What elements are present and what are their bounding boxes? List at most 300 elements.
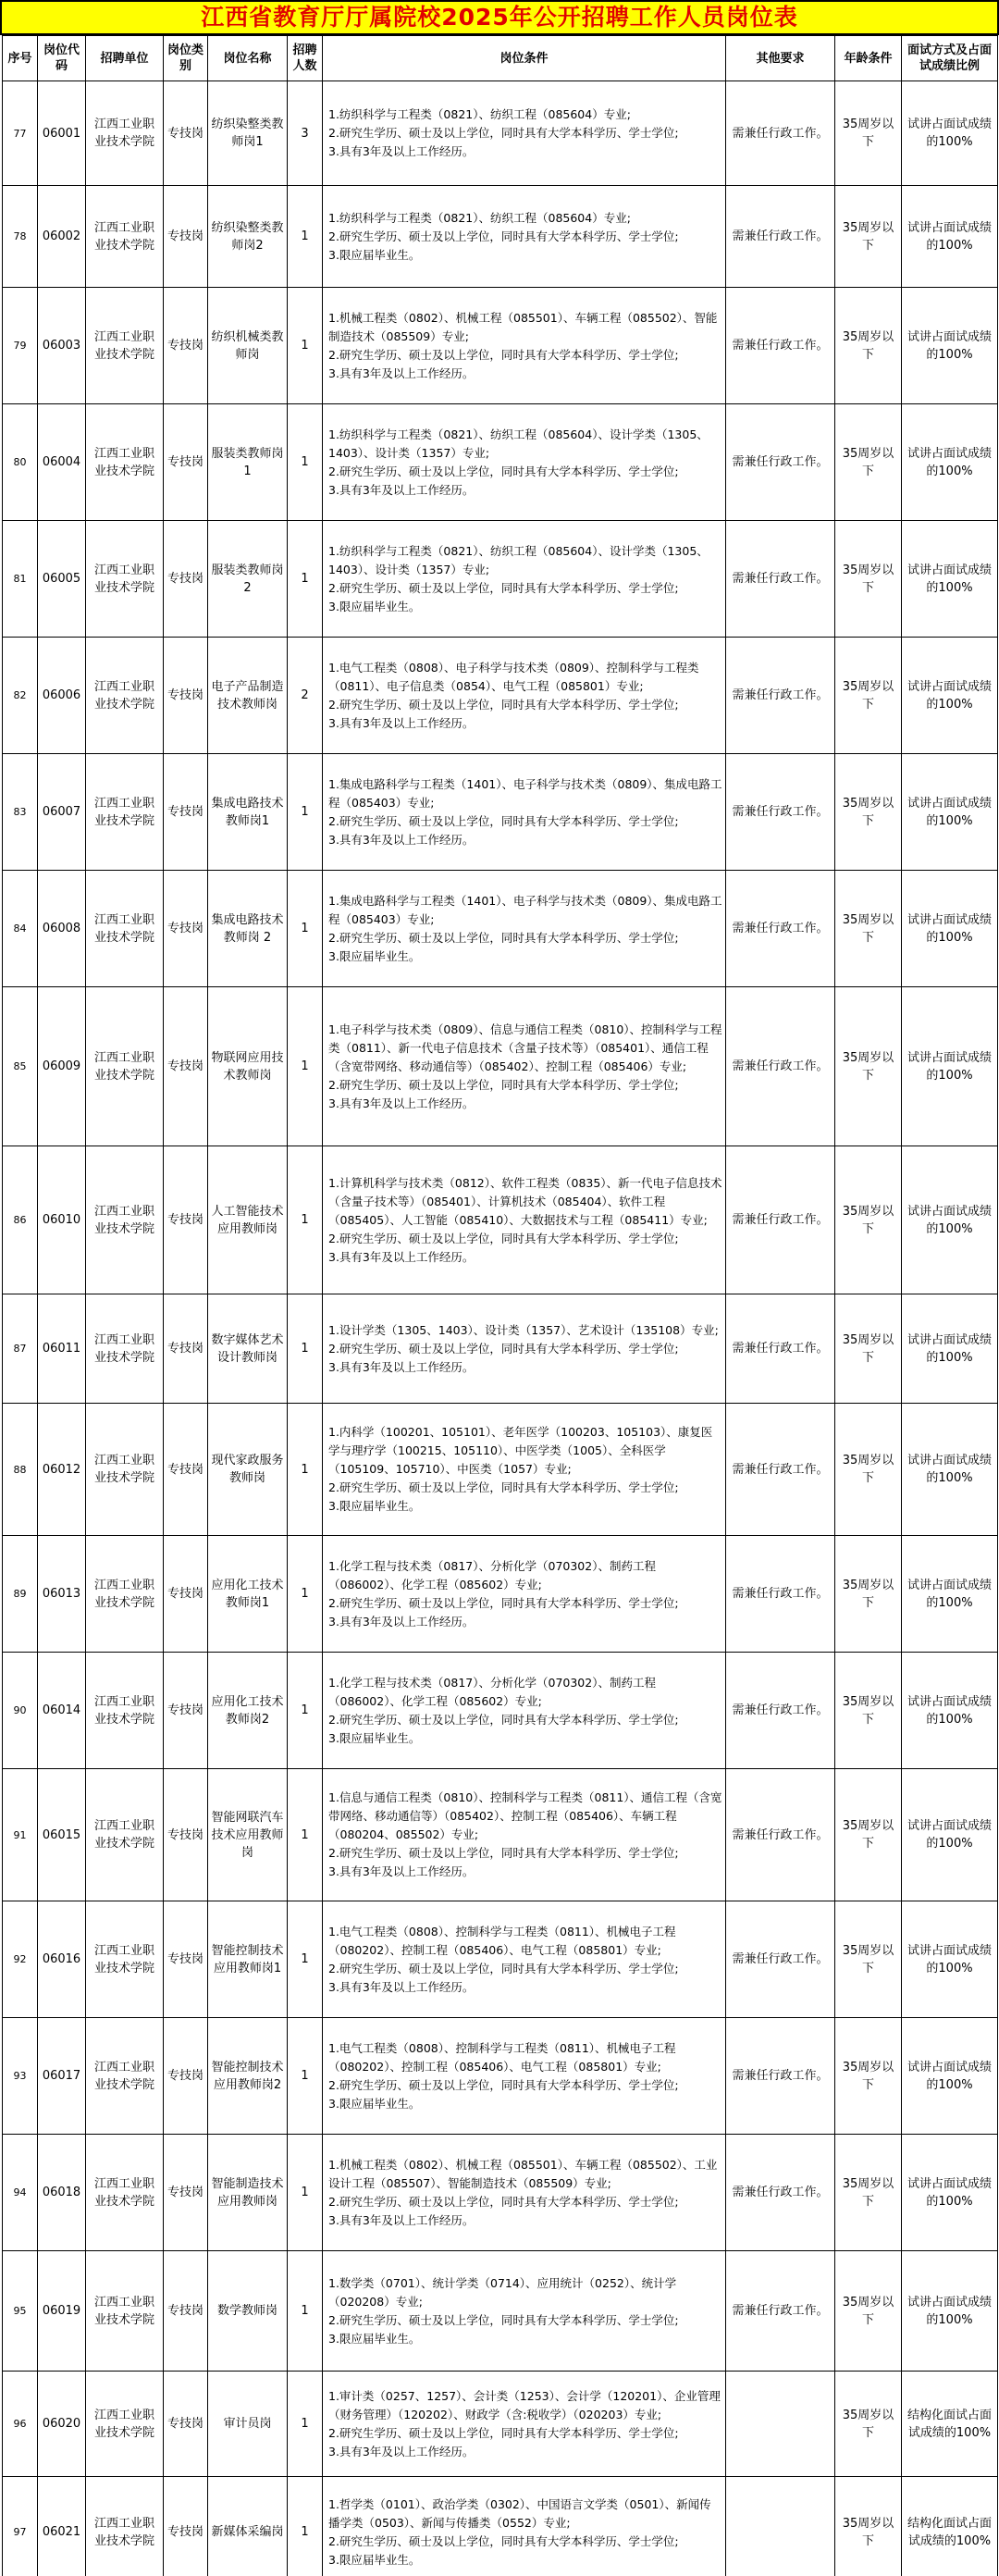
category-cell: 专技岗 [164,2018,208,2135]
interview-ratio-cell: 试讲占面试成绩的100% [902,987,998,1146]
category-cell: 专技岗 [164,1404,208,1536]
table-row [3,754,998,871]
requirement-line: 2.研究生学历、硕士及以上学位，同时具有大学本科学历、学士学位; [328,1480,679,1494]
code-cell: 06002 [38,186,86,288]
table-row [3,521,998,638]
table-row [3,404,998,521]
requirements-cell [323,288,726,404]
code-cell: 06008 [38,871,86,987]
seq-cell: 93 [3,2018,38,2135]
position-name-cell: 服装类教师岗2 [208,521,288,638]
code-cell: 06020 [38,2372,86,2477]
age-cell: 35周岁以下 [835,871,902,987]
requirement-line: 1.信息与通信工程类（0810）、控制科学与工程类（0811）、通信工程（含宽带网络、移动通信等）（085402）、控制工程（085406）、车辆工程（080204、085502）专业; [328,1790,722,1841]
unit-cell: 江西工业职业技术学院 [86,2018,164,2135]
table-row [3,2135,998,2251]
position-name-cell: 数学教师岗 [208,2251,288,2372]
position-name-cell: 物联网应用技术教师岗 [208,987,288,1146]
unit-cell: 江西工业职业技术学院 [86,2135,164,2251]
category-cell: 专技岗 [164,1536,208,1653]
header-requirements: 岗位条件 [323,36,726,81]
requirement-line: 2.研究生学历、硕士及以上学位，同时具有大学本科学历、学士学位; [328,2312,679,2327]
header-count: 招聘人数 [288,36,323,81]
header-unit: 招聘单位 [86,36,164,81]
code-cell: 06003 [38,288,86,404]
unit-cell: 江西工业职业技术学院 [86,186,164,288]
age-cell: 35周岁以下 [835,2135,902,2251]
age-cell: 35周岁以下 [835,1146,902,1294]
requirement-line: 2.研究生学历、硕士及以上学位，同时具有大学本科学历、学士学位; [328,1595,679,1610]
category-cell: 专技岗 [164,81,208,186]
requirement-line: 2.研究生学历、硕士及以上学位，同时具有大学本科学历、学士学位; [328,1077,679,1092]
code-cell: 06017 [38,2018,86,2135]
table-row [3,1404,998,1536]
requirement-line: 3.限应届毕业生。 [328,2331,421,2346]
category-cell: 专技岗 [164,2135,208,2251]
age-cell: 35周岁以下 [835,1653,902,1769]
requirement-line: 1.电子科学与技术类（0809）、信息与通信工程类（0810）、控制科学与工程类（0811）、新一代电子信息技术（含量子技术等）（085401）、通信工程（含宽带网络、移动通信等）（085402）、控制工程（085406）专业; [328,1022,722,1073]
interview-ratio-cell: 试讲占面试成绩的100% [902,1769,998,1901]
count-cell: 1 [288,2135,323,2251]
requirements-cell [323,186,726,288]
count-cell: 1 [288,1769,323,1901]
requirement-line: 1.计算机科学与技术类（0812）、软件工程类（0835）、新一代电子信息技术（含量子技术等）（085401）、计算机技术（085404）、软件工程（085405）、人工智能（085410）、大数据技术与工程（085411）专业; [328,1175,722,1227]
position-name-cell: 纺织机械类教师岗 [208,288,288,404]
code-cell: 06012 [38,1404,86,1536]
age-cell: 35周岁以下 [835,2251,902,2372]
requirement-line: 3.具有3年及以上工作经历。 [328,832,475,847]
other-requirements-cell: 需兼任行政工作。 [726,288,835,404]
table-row [3,2477,998,2576]
requirement-line: 2.研究生学历、硕士及以上学位，同时具有大学本科学历、学士学位; [328,464,679,478]
count-cell: 1 [288,186,323,288]
code-cell: 06018 [38,2135,86,2251]
interview-ratio-cell: 试讲占面试成绩的100% [902,2018,998,2135]
other-requirements-cell: 需兼任行政工作。 [726,1901,835,2018]
requirement-line: 3.具有3年及以上工作经历。 [328,1249,475,1264]
code-cell: 06009 [38,987,86,1146]
requirement-line: 1.电气工程类（0808）、控制科学与工程类（0811）、机械电子工程（080202）、控制工程（085406）、电气工程（085801）专业; [328,2040,676,2074]
interview-ratio-cell: 试讲占面试成绩的100% [902,1146,998,1294]
position-name-cell: 人工智能技术应用教师岗 [208,1146,288,1294]
table-row [3,987,998,1146]
table-row [3,81,998,186]
requirement-line: 2.研究生学历、硕士及以上学位，同时具有大学本科学历、学士学位; [328,813,679,828]
other-requirements-cell: 需兼任行政工作。 [726,1769,835,1901]
requirements-cell [323,2477,726,2576]
interview-ratio-cell: 试讲占面试成绩的100% [902,1404,998,1536]
interview-ratio-cell: 试讲占面试成绩的100% [902,81,998,186]
unit-cell: 江西工业职业技术学院 [86,1294,164,1404]
header-name: 岗位名称 [208,36,288,81]
unit-cell: 江西工业职业技术学院 [86,638,164,754]
code-cell: 06016 [38,1901,86,2018]
requirement-line: 3.限应届毕业生。 [328,2096,421,2111]
count-cell: 1 [288,987,323,1146]
age-cell: 35周岁以下 [835,2372,902,2477]
requirement-line: 3.具有3年及以上工作经历。 [328,1614,475,1629]
age-cell: 35周岁以下 [835,754,902,871]
requirements-cell [323,1146,726,1294]
requirements-cell [323,1536,726,1653]
table-row [3,1901,998,2018]
interview-ratio-cell: 试讲占面试成绩的100% [902,404,998,521]
requirement-line: 3.具有3年及以上工作经历。 [328,2444,475,2458]
seq-cell: 81 [3,521,38,638]
count-cell: 1 [288,1536,323,1653]
position-name-cell: 应用化工技术教师岗2 [208,1653,288,1769]
unit-cell: 江西工业职业技术学院 [86,1901,164,2018]
position-name-cell: 电子产品制造技术教师岗 [208,638,288,754]
requirement-line: 1.设计学类（1305、1403）、设计类（1357）、艺术设计（135108）专业; [328,1322,719,1337]
category-cell: 专技岗 [164,2251,208,2372]
count-cell: 1 [288,521,323,638]
positions-table [2,35,998,2576]
requirements-cell [323,871,726,987]
table-row [3,1294,998,1404]
table-row [3,1653,998,1769]
code-cell: 06021 [38,2477,86,2576]
count-cell: 2 [288,638,323,754]
requirement-line: 2.研究生学历、硕士及以上学位，同时具有大学本科学历、学士学位; [328,1846,679,1860]
other-requirements-cell: 需兼任行政工作。 [726,638,835,754]
interview-ratio-cell: 试讲占面试成绩的100% [902,638,998,754]
age-cell: 35周岁以下 [835,987,902,1146]
interview-ratio-cell: 试讲占面试成绩的100% [902,2135,998,2251]
position-name-cell: 智能网联汽车技术应用教师岗 [208,1769,288,1901]
position-name-cell: 新媒体采编岗 [208,2477,288,2576]
count-cell: 1 [288,1653,323,1769]
requirement-line: 3.具有3年及以上工作经历。 [328,365,475,380]
category-cell: 专技岗 [164,871,208,987]
unit-cell: 江西工业职业技术学院 [86,754,164,871]
category-cell: 专技岗 [164,1146,208,1294]
requirements-cell [323,987,726,1146]
seq-cell: 92 [3,1901,38,2018]
other-requirements-cell: 需兼任行政工作。 [726,1294,835,1404]
table-row [3,288,998,404]
unit-cell: 江西工业职业技术学院 [86,2477,164,2576]
seq-cell: 94 [3,2135,38,2251]
age-cell: 35周岁以下 [835,1404,902,1536]
position-name-cell: 纺织染整类教师岗1 [208,81,288,186]
category-cell: 专技岗 [164,754,208,871]
requirement-line: 3.限应届毕业生。 [328,2552,421,2567]
requirement-line: 2.研究生学历、硕士及以上学位，同时具有大学本科学历、学士学位; [328,1341,679,1356]
age-cell: 35周岁以下 [835,81,902,186]
seq-cell: 91 [3,1769,38,1901]
requirement-line: 2.研究生学历、硕士及以上学位，同时具有大学本科学历、学士学位; [328,347,679,362]
age-cell: 35周岁以下 [835,2018,902,2135]
header-other: 其他要求 [726,36,835,81]
position-name-cell: 集成电路技术教师岗 2 [208,871,288,987]
requirement-line: 3.具有3年及以上工作经历。 [328,1096,475,1110]
interview-ratio-cell: 试讲占面试成绩的100% [902,186,998,288]
requirements-cell [323,81,726,186]
code-cell: 06006 [38,638,86,754]
header-row [3,36,998,81]
other-requirements-cell: 需兼任行政工作。 [726,404,835,521]
seq-cell: 84 [3,871,38,987]
requirements-cell [323,2018,726,2135]
position-name-cell: 审计员岗 [208,2372,288,2477]
requirement-line: 3.具有3年及以上工作经历。 [328,482,475,497]
count-cell: 1 [288,2477,323,2576]
count-cell: 3 [288,81,323,186]
requirement-line: 3.具有3年及以上工作经历。 [328,1864,475,1878]
requirements-cell [323,2251,726,2372]
requirement-line: 1.化学工程与技术类（0817）、分析化学（070302）、制药工程（086002）、化学工程（085602）专业; [328,1558,656,1591]
category-cell: 专技岗 [164,1769,208,1901]
interview-ratio-cell: 试讲占面试成绩的100% [902,1653,998,1769]
seq-cell: 90 [3,1653,38,1769]
code-cell: 06007 [38,754,86,871]
other-requirements-cell: 需兼任行政工作。 [726,1536,835,1653]
other-requirements-cell [726,2477,835,2576]
requirements-cell [323,1653,726,1769]
requirements-cell [323,1769,726,1901]
unit-cell: 江西工业职业技术学院 [86,81,164,186]
table-row [3,186,998,288]
position-name-cell: 服装类教师岗1 [208,404,288,521]
other-requirements-cell: 需兼任行政工作。 [726,1146,835,1294]
requirements-cell [323,638,726,754]
count-cell: 1 [288,2372,323,2477]
requirement-line: 1.集成电路科学与工程类（1401）、电子科学与技术类（0809）、集成电路工程（085403）专业; [328,893,722,926]
requirement-line: 1.哲学类（0101）、政治学类（0302）、中国语言文学类（0501）、新闻传播学类（0503）、新闻与传播类（0552）专业; [328,2496,711,2530]
category-cell: 专技岗 [164,638,208,754]
position-name-cell: 集成电路技术教师岗1 [208,754,288,871]
code-cell: 06010 [38,1146,86,1294]
other-requirements-cell: 需兼任行政工作。 [726,81,835,186]
age-cell: 35周岁以下 [835,288,902,404]
seq-cell: 80 [3,404,38,521]
header-category: 岗位类别 [164,36,208,81]
other-requirements-cell: 需兼任行政工作。 [726,521,835,638]
requirement-line: 1.集成电路科学与工程类（1401）、电子科学与技术类（0809）、集成电路工程（085403）专业; [328,776,722,810]
unit-cell: 江西工业职业技术学院 [86,1536,164,1653]
table-row [3,2251,998,2372]
position-name-cell: 纺织染整类教师岗2 [208,186,288,288]
requirement-line: 1.电气工程类（0808）、电子科学与技术类（0809）、控制科学与工程类（0811）、电子信息类（0854）、电气工程（085801）专业; [328,660,699,693]
age-cell: 35周岁以下 [835,1536,902,1653]
requirement-line: 2.研究生学历、硕士及以上学位，同时具有大学本科学历、学士学位; [328,580,679,595]
category-cell: 专技岗 [164,1294,208,1404]
count-cell: 1 [288,288,323,404]
code-cell: 06019 [38,2251,86,2372]
table-row [3,1536,998,1653]
requirement-line: 1.数学类（0701）、统计学类（0714）、应用统计（0252）、统计学（020208）专业; [328,2275,677,2309]
position-name-cell: 智能控制技术应用教师岗1 [208,1901,288,2018]
age-cell: 35周岁以下 [835,404,902,521]
table-row [3,1769,998,1901]
age-cell: 35周岁以下 [835,2477,902,2576]
interview-ratio-cell: 试讲占面试成绩的100% [902,1901,998,2018]
category-cell: 专技岗 [164,404,208,521]
seq-cell: 89 [3,1536,38,1653]
seq-cell: 97 [3,2477,38,2576]
category-cell: 专技岗 [164,2372,208,2477]
seq-cell: 95 [3,2251,38,2372]
other-requirements-cell: 需兼任行政工作。 [726,1404,835,1536]
code-cell: 06004 [38,404,86,521]
unit-cell: 江西工业职业技术学院 [86,2251,164,2372]
requirement-line: 1.机械工程类（0802）、机械工程（085501）、车辆工程（085502）、智能制造技术（085509）专业; [328,310,718,343]
category-cell: 专技岗 [164,521,208,638]
position-name-cell: 数字媒体艺术设计教师岗 [208,1294,288,1404]
other-requirements-cell: 需兼任行政工作。 [726,186,835,288]
interview-ratio-cell: 试讲占面试成绩的100% [902,871,998,987]
requirement-line: 3.限应届毕业生。 [328,948,421,963]
seq-cell: 87 [3,1294,38,1404]
unit-cell: 江西工业职业技术学院 [86,521,164,638]
position-name-cell: 现代家政服务教师岗 [208,1404,288,1536]
requirement-line: 3.具有3年及以上工作经历。 [328,715,475,730]
age-cell: 35周岁以下 [835,1294,902,1404]
requirement-line: 2.研究生学历、硕士及以上学位，同时具有大学本科学历、学士学位; [328,1712,679,1727]
position-name-cell: 智能制造技术应用教师岗 [208,2135,288,2251]
requirement-line: 1.内科学（100201、105101）、老年医学（100203、105103）、康复医学与理疗学（100215、105110）、中医学类（1005）、全科医学（105109、105710）、中医类（1057）专业; [328,1425,713,1476]
table-body [3,81,998,2576]
age-cell: 35周岁以下 [835,638,902,754]
category-cell: 专技岗 [164,1901,208,2018]
seq-cell: 78 [3,186,38,288]
requirements-cell [323,404,726,521]
requirement-line: 2.研究生学历、硕士及以上学位，同时具有大学本科学历、学士学位; [328,2533,679,2548]
seq-cell: 77 [3,81,38,186]
seq-cell: 88 [3,1404,38,1536]
requirement-line: 3.限应届毕业生。 [328,247,421,262]
unit-cell: 江西工业职业技术学院 [86,404,164,521]
requirement-line: 2.研究生学历、硕士及以上学位，同时具有大学本科学历、学士学位; [328,126,679,140]
requirement-line: 3.具有3年及以上工作经历。 [328,144,475,158]
code-cell: 06005 [38,521,86,638]
count-cell: 1 [288,1294,323,1404]
other-requirements-cell: 需兼任行政工作。 [726,1653,835,1769]
requirement-line: 2.研究生学历、硕士及以上学位，同时具有大学本科学历、学士学位; [328,697,679,712]
table-row [3,638,998,754]
unit-cell: 江西工业职业技术学院 [86,288,164,404]
unit-cell: 江西工业职业技术学院 [86,1653,164,1769]
requirement-line: 3.具有3年及以上工作经历。 [328,1359,475,1374]
unit-cell: 江西工业职业技术学院 [86,1404,164,1536]
requirements-cell [323,2372,726,2477]
requirement-line: 2.研究生学历、硕士及以上学位，同时具有大学本科学历、学士学位; [328,229,679,243]
header-code: 岗位代码 [38,36,86,81]
interview-ratio-cell: 试讲占面试成绩的100% [902,2251,998,2372]
other-requirements-cell [726,2372,835,2477]
header-seq: 序号 [3,36,38,81]
other-requirements-cell: 需兼任行政工作。 [726,2135,835,2251]
requirement-line: 3.限应届毕业生。 [328,599,421,613]
requirement-line: 3.具有3年及以上工作经历。 [328,2212,475,2227]
requirements-cell [323,521,726,638]
other-requirements-cell: 需兼任行政工作。 [726,754,835,871]
code-cell: 06015 [38,1769,86,1901]
count-cell: 1 [288,1404,323,1536]
page-title: 江西省教育厅厅属院校2025年公开招聘工作人员岗位表 [0,0,999,35]
unit-cell: 江西工业职业技术学院 [86,871,164,987]
category-cell: 专技岗 [164,1653,208,1769]
requirement-line: 1.纺织科学与工程类（0821）、纺织工程（085604）、设计学类（1305、1403）、设计类（1357）专业; [328,427,709,460]
count-cell: 1 [288,754,323,871]
seq-cell: 96 [3,2372,38,2477]
other-requirements-cell: 需兼任行政工作。 [726,871,835,987]
seq-cell: 85 [3,987,38,1146]
unit-cell: 江西工业职业技术学院 [86,987,164,1146]
code-cell: 06014 [38,1653,86,1769]
requirement-line: 2.研究生学历、硕士及以上学位，同时具有大学本科学历、学士学位; [328,2194,679,2209]
other-requirements-cell: 需兼任行政工作。 [726,2018,835,2135]
position-name-cell: 智能控制技术应用教师岗2 [208,2018,288,2135]
requirements-cell [323,1404,726,1536]
requirements-cell [323,1901,726,2018]
requirement-line: 1.机械工程类（0802）、机械工程（085501）、车辆工程（085502）、工业设计工程（085507）、智能制造技术（085509）专业; [328,2157,718,2190]
requirement-line: 2.研究生学历、硕士及以上学位，同时具有大学本科学历、学士学位; [328,2077,679,2092]
table-row [3,2372,998,2477]
count-cell: 1 [288,2251,323,2372]
count-cell: 1 [288,404,323,521]
requirement-line: 1.纺织科学与工程类（0821）、纺织工程（085604）专业; [328,210,631,225]
category-cell: 专技岗 [164,186,208,288]
count-cell: 1 [288,2018,323,2135]
count-cell: 1 [288,1146,323,1294]
requirement-line: 3.限应届毕业生。 [328,1730,421,1745]
count-cell: 1 [288,871,323,987]
category-cell: 专技岗 [164,2477,208,2576]
code-cell: 06013 [38,1536,86,1653]
other-requirements-cell: 需兼任行政工作。 [726,2251,835,2372]
requirement-line: 1.审计类（0257、1257）、会计类（1253）、会计学（120201）、企业管理（财务管理）（120202）、财政学（含:税收学）（020203）专业; [328,2388,721,2421]
requirement-line: 1.纺织科学与工程类（0821）、纺织工程（085604）、设计学类（1305、1403）、设计类（1357）专业; [328,543,709,576]
code-cell: 06011 [38,1294,86,1404]
interview-ratio-cell: 试讲占面试成绩的100% [902,1536,998,1653]
age-cell: 35周岁以下 [835,521,902,638]
unit-cell: 江西工业职业技术学院 [86,1769,164,1901]
requirements-cell [323,754,726,871]
requirements-cell [323,1294,726,1404]
interview-ratio-cell: 试讲占面试成绩的100% [902,754,998,871]
requirement-line: 1.纺织科学与工程类（0821）、纺织工程（085604）专业; [328,107,631,121]
category-cell: 专技岗 [164,987,208,1146]
requirement-line: 2.研究生学历、硕士及以上学位，同时具有大学本科学历、学士学位; [328,930,679,945]
header-age: 年龄条件 [835,36,902,81]
seq-cell: 83 [3,754,38,871]
requirement-line: 1.电气工程类（0808）、控制科学与工程类（0811）、机械电子工程（080202）、控制工程（085406）、电气工程（085801）专业; [328,1924,676,1957]
table-row [3,1146,998,1294]
requirements-cell [323,2135,726,2251]
interview-ratio-cell: 结构化面试占面试成绩的100% [902,2372,998,2477]
seq-cell: 86 [3,1146,38,1294]
interview-ratio-cell: 试讲占面试成绩的100% [902,1294,998,1404]
seq-cell: 82 [3,638,38,754]
requirement-line: 2.研究生学历、硕士及以上学位，同时具有大学本科学历、学士学位; [328,1961,679,1975]
age-cell: 35周岁以下 [835,186,902,288]
count-cell: 1 [288,1901,323,2018]
requirement-line: 1.化学工程与技术类（0817）、分析化学（070302）、制药工程（086002）、化学工程（085602）专业; [328,1675,656,1708]
unit-cell: 江西工业职业技术学院 [86,2372,164,2477]
other-requirements-cell: 需兼任行政工作。 [726,987,835,1146]
requirement-line: 3.限应届毕业生。 [328,1499,421,1513]
requirement-line: 2.研究生学历、硕士及以上学位，同时具有大学本科学历、学士学位; [328,2425,679,2440]
code-cell: 06001 [38,81,86,186]
interview-ratio-cell: 结构化面试占面试成绩的100% [902,2477,998,2576]
seq-cell: 79 [3,288,38,404]
requirement-line: 2.研究生学历、硕士及以上学位，同时具有大学本科学历、学士学位; [328,1231,679,1245]
table-row [3,2018,998,2135]
age-cell: 35周岁以下 [835,1901,902,2018]
requirement-line: 3.具有3年及以上工作经历。 [328,1979,475,1994]
